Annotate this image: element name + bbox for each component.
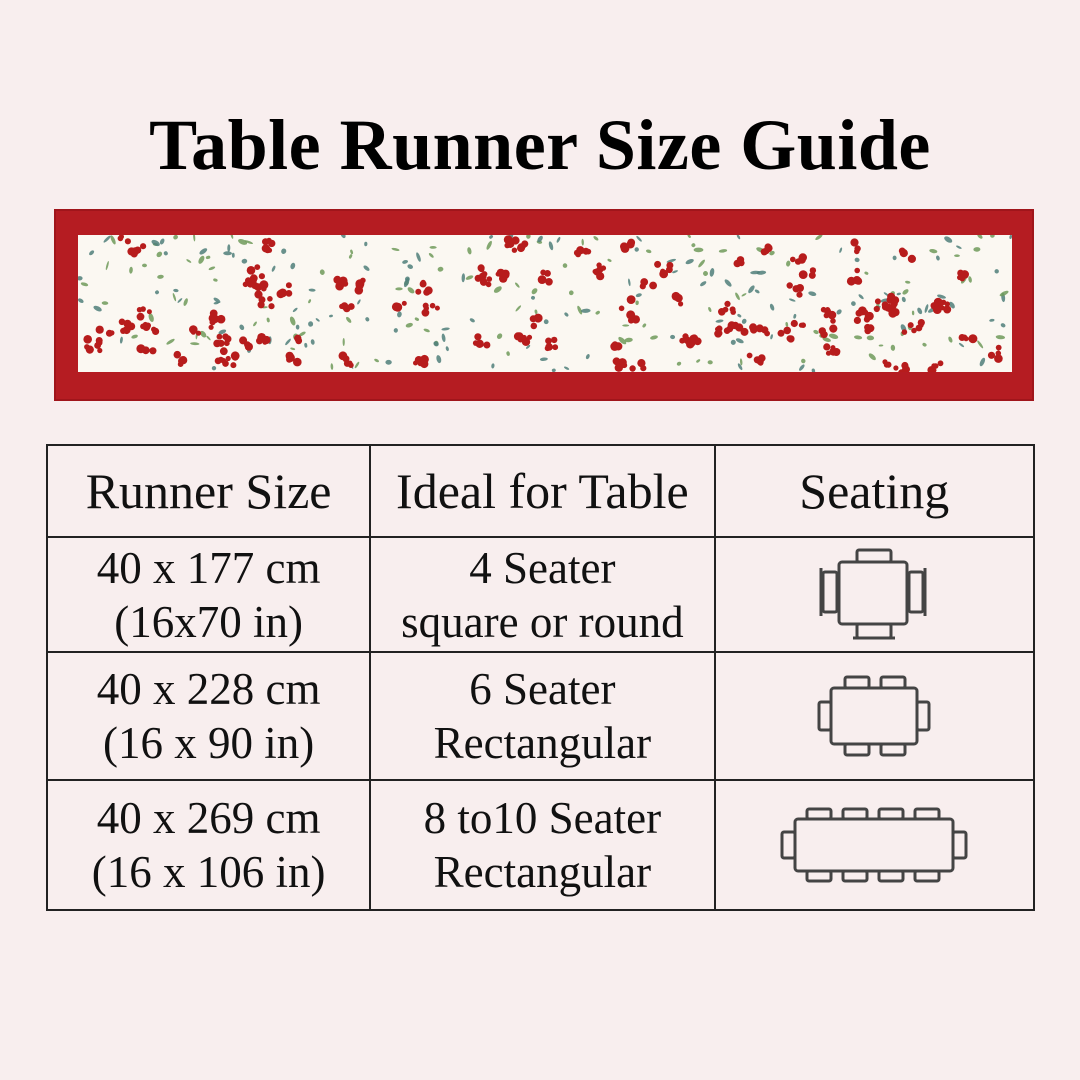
square-table-4-seat-icon: [819, 548, 929, 642]
size-in: (16x70 in): [114, 596, 303, 647]
runner-size-cell: [47, 652, 370, 780]
table-header-row: [47, 445, 1034, 537]
size-in: (16 x 90 in): [102, 718, 315, 768]
size-cm: 40 x 228 cm: [96, 664, 321, 714]
table-row: [47, 652, 1034, 780]
ideal-table-cell: [370, 537, 714, 652]
header-runner-size: Runner Size: [47, 445, 370, 537]
size-cm: 40 x 269 cm: [96, 793, 321, 843]
size-cm: 40 x 177 cm: [96, 542, 321, 593]
rect-table-6-seat-icon: [815, 674, 933, 758]
page-title: Table Runner Size Guide: [149, 105, 931, 185]
table-shape: Rectangular: [433, 847, 652, 897]
seater-count: 4 Seater: [469, 542, 616, 593]
seater-count: 6 Seater: [469, 664, 616, 714]
berry-pattern-graphic: [78, 235, 1012, 372]
size-in: (16 x 106 in): [91, 847, 326, 897]
table-row: [47, 537, 1034, 652]
runner-pattern: [78, 235, 1012, 372]
seating-cell: [715, 780, 1034, 910]
seating-cell: [715, 652, 1034, 780]
size-guide-table: [46, 444, 1035, 911]
runner-size-cell: [47, 780, 370, 910]
table-shape: square or round: [401, 596, 684, 647]
table-row: [47, 780, 1034, 910]
header-seating: Seating: [715, 445, 1034, 537]
seater-count: 8 to10 Seater: [423, 793, 662, 843]
table-shape: Rectangular: [433, 718, 652, 768]
ideal-table-cell: [370, 652, 714, 780]
seating-cell: [715, 537, 1034, 652]
ideal-table-cell: [370, 780, 714, 910]
rect-table-10-seat-icon: [779, 807, 969, 883]
table-runner-image: [54, 209, 1034, 401]
header-ideal-for-table: Ideal for Table: [370, 445, 714, 537]
runner-size-cell: [47, 537, 370, 652]
